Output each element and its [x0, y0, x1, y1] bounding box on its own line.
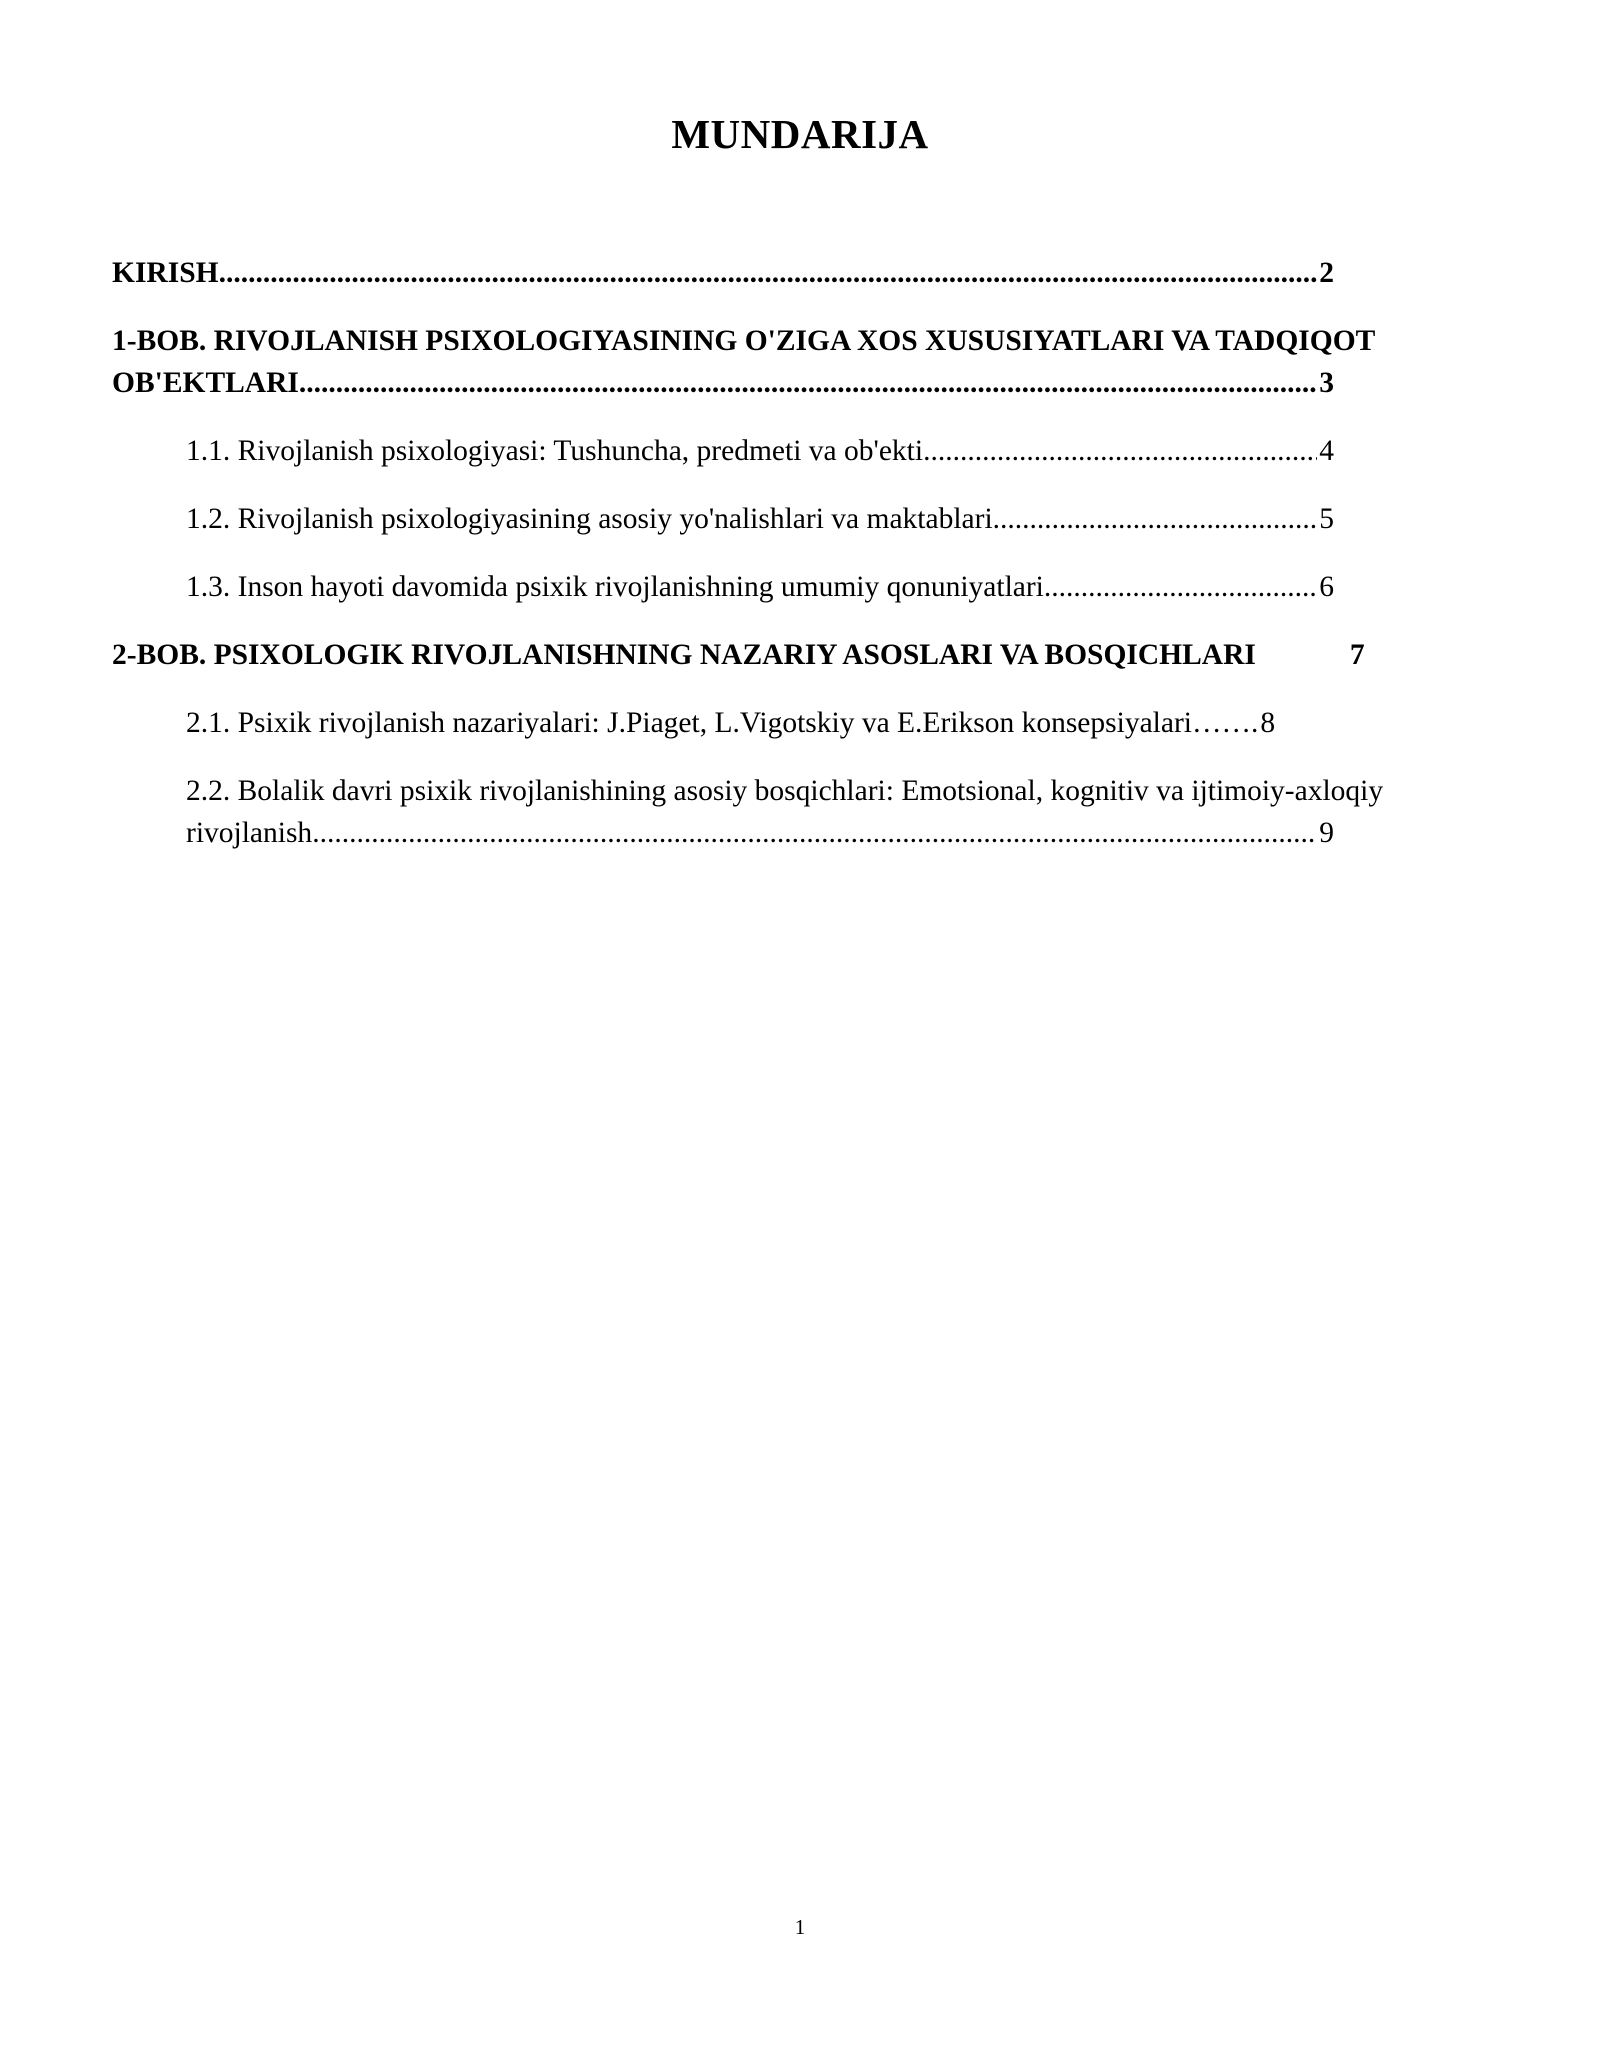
toc-entry-text: KIRISH — [112, 257, 219, 289]
toc-page-number: 2 — [1319, 257, 1334, 289]
toc-entry-text-line-2: rivojlanish — [186, 817, 313, 849]
dot-leader — [1044, 566, 1317, 608]
toc-entry-text: 2.1. Psixik rivojlanish nazariyalari: J.Piaget, L.Vigotskiy va E.Erikson konsepsiyalari……. — [186, 707, 1259, 739]
toc-entry-chapter-1[interactable] — [112, 320, 1502, 404]
toc-entry-section-2-1[interactable] — [112, 702, 1502, 744]
page-title: MUNDARIJA — [671, 111, 929, 157]
toc-entry-kirish[interactable] — [112, 252, 1502, 294]
toc-entry-text-line-2: OB'EKTLARI — [112, 367, 299, 399]
dot-leader — [993, 498, 1318, 540]
dot-leader — [299, 362, 1317, 404]
toc-entry-section-1-1[interactable] — [112, 430, 1502, 472]
table-of-contents — [112, 252, 1502, 854]
dot-leader — [923, 430, 1317, 472]
toc-entry-text: 1.1. Rivojlanish psixologiyasi: Tushuncha, predmeti va ob'ekti — [186, 435, 924, 467]
toc-page-number: 5 — [1319, 503, 1334, 535]
toc-page-number: 7 — [1349, 639, 1365, 671]
toc-entry-text-line-1: 2.2. Bolalik davri psixik rivojlanishining asosiy bosqichlari: Emotsional, kognitiv va ijtimoiy-axloqiy — [186, 775, 1384, 807]
toc-entry-text: 1.2. Rivojlanish psixologiyasining asosiy yo'nalishlari va maktablari — [186, 503, 993, 535]
toc-entry-text: 1.3. Inson hayoti davomida psixik rivojlanishning umumiy qonuniyatlari — [186, 571, 1044, 603]
dot-leader — [312, 812, 1317, 854]
toc-entry-chapter-2[interactable] — [112, 634, 1502, 676]
toc-entry-text: 2-BOB. PSIXOLOGIK RIVOJLANISHNING NAZARIY ASOSLARI VA BOSQICHLARI — [112, 639, 1256, 671]
toc-page-number: 4 — [1319, 435, 1334, 467]
toc-page-number: 9 — [1319, 817, 1334, 849]
toc-page-number: 6 — [1319, 571, 1334, 603]
toc-entry-section-2-2[interactable] — [112, 770, 1502, 854]
page-number: 1 — [794, 1915, 806, 1939]
toc-entry-section-1-2[interactable] — [112, 498, 1502, 540]
toc-page-number: 8 — [1260, 707, 1276, 739]
toc-entry-section-1-3[interactable] — [112, 566, 1502, 608]
dot-leader — [219, 252, 1318, 294]
toc-entry-text-line-1: 1-BOB. RIVOJLANISH PSIXOLOGIYASINING O'ZIGA XOS XUSUSIYATLARI VA TADQIQOT — [112, 325, 1376, 357]
toc-page-number: 3 — [1319, 367, 1334, 399]
